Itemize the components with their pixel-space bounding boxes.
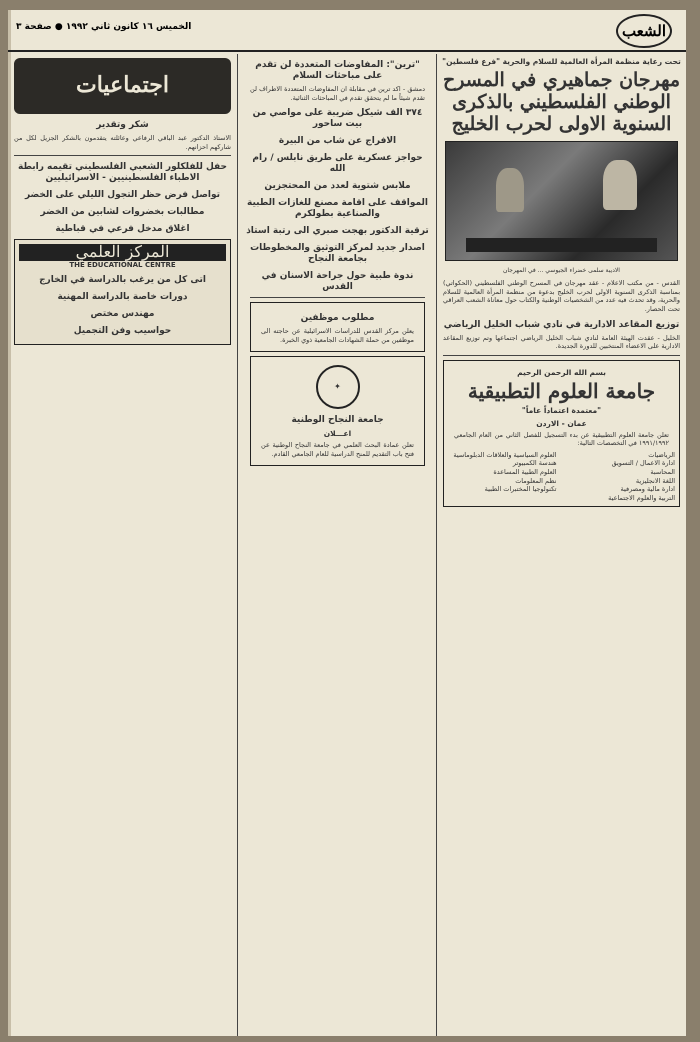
- major-item: هندسة الكمبيوتر: [512, 459, 557, 468]
- lead-kicker: تحت رعاية منظمة المرأة العالمية للسلام والحرية "فرع فلسطين": [442, 57, 681, 66]
- jobs-title: مطلوب موظفين: [300, 313, 375, 324]
- major-item: العلوم السياسية والعلاقات الدبلوماسية: [453, 450, 557, 459]
- najah-ad: [250, 356, 425, 466]
- checkpoints-headline: حواجز عسكرية على طريق نابلس / رام الله: [252, 153, 423, 175]
- major-item: تكنولوجيا المختبرات الطبية: [484, 485, 557, 494]
- trin-headline: "ترين": المفاوضات المتعددة لن تقدم على مباحثات السلام: [255, 60, 420, 81]
- najah-seal-icon: ✦: [316, 365, 360, 409]
- newspaper-logo: الشعب: [616, 14, 672, 48]
- lead-photo: [445, 141, 678, 261]
- basmala: بسم الله الرحمن الرحيم: [517, 367, 606, 377]
- qabatiya-headline: اغلاق مدخل فرعي في قباطية: [55, 224, 190, 235]
- divider: [443, 355, 680, 356]
- lead-subhead-body: الخليل - عقدت الهيئة العامة لنادي شباب الخليل الرياضي اجتماعها وتم توزيع المقاعد الادارية على الاعضاء المنتخبين للدورة الجديدة.: [443, 333, 680, 351]
- factory-headline: المواقف على اقامة مصنع للغازات الطبية والصناعية بطولكرم: [247, 198, 428, 220]
- photo-caption: الاديبة سلمى خضراء الجيوسي ... في المهرجان: [503, 266, 620, 274]
- lead-headline: مهرجان جماهيري في المسرح الوطني الفلسطيني بالذكرى السنوية الاولى لحرب الخليج: [442, 68, 681, 135]
- university-ad: [443, 360, 680, 508]
- tax-headline: ٣٧٤ الف شيكل ضريبة على مواصي من بيت ساحور: [252, 108, 423, 130]
- left-column: [8, 54, 238, 1036]
- najah-notice: اعـــلان: [323, 429, 352, 439]
- centre-line-4: حواسيب وفن التجميل: [73, 326, 172, 337]
- major-item: اللغة الانجليزية: [635, 476, 675, 485]
- newspaper-page: [8, 10, 686, 1036]
- middle-column: [244, 54, 431, 554]
- social-masthead: اجتماعيات: [14, 58, 231, 114]
- lead-subhead: توزيع المقاعد الادارية في نادي شباب الخليل الرياضي: [443, 319, 680, 330]
- university-title: جامعة العلوم التطبيقية: [467, 379, 656, 404]
- major-item: الرياضيات: [648, 450, 675, 459]
- major-item: التربية والعلوم الاجتماعية: [608, 493, 675, 502]
- university-subtitle: "معتمدة اعتماداً عاماً": [521, 406, 602, 416]
- jobs-ad: [250, 302, 425, 352]
- publication-headline: اصدار جديد لمركز التوثيق والمخطوطات بجامعة النجاح: [250, 243, 425, 265]
- divider: [250, 297, 425, 298]
- university-city: عمان - الاردن: [536, 418, 587, 428]
- folklore-headline: حفل للفلكلور الشعبي الفلسطيني تقيمه رابطة الاطباء الفلسطينيين - الاسرائيليين: [18, 162, 227, 184]
- major-item: نظم المعلومات: [515, 476, 557, 485]
- trin-body: دمشق - اكد ترين في مقابلة ان المفاوضات المتعددة الاطراف لن تقدم شيئاً ما لم يتحقق تقدم في المباحثات الثنائية.: [250, 85, 425, 102]
- release-headline: الافراج عن شاب من البيرة: [278, 136, 397, 147]
- major-item: ادارة مالية ومصرفية: [620, 485, 675, 494]
- masthead: [8, 10, 686, 52]
- photo-banner: [466, 238, 657, 252]
- najah-body: تعلن عمادة البحث العلمي في جامعة النجاح الوطنية عن فتح باب التقديم للمنح الدراسية للعام الجامعي القادم.: [261, 440, 414, 458]
- centre-line-1: اتى كل من يرغب بالدراسة في الخارج: [39, 275, 206, 286]
- najah-name: جامعة النجاح الوطنية: [291, 415, 384, 426]
- thanks-title: شكر وتقدير: [96, 120, 149, 130]
- clothes-headline: ملابس شتوية لعدد من المحتجزين: [264, 181, 411, 192]
- centre-line-3: مهندس مختص: [90, 309, 155, 320]
- centre-english-name: THE EDUCATIONAL CENTRE: [69, 260, 176, 269]
- promotion-headline: ترقية الدكتور بهجت صبري الى رتبة استاذ: [246, 226, 429, 237]
- khader-headline: مطالبات بخضروات لشابين من الخضر: [40, 207, 205, 218]
- dateline: الخميس ١٦ كانون ثاني ١٩٩٢ ● صفحة ٣: [16, 22, 192, 32]
- major-item: المحاسبة: [650, 467, 675, 476]
- divider: [14, 155, 231, 156]
- majors-list: [448, 451, 675, 503]
- curfew-headline: تواصل فرض حظر التجول الليلي على الخضر: [24, 190, 221, 201]
- educational-centre-ad: [14, 239, 231, 345]
- dental-headline: ندوة طبية حول جراحة الاسنان في القدس: [261, 271, 414, 293]
- major-item: العلوم الطبية المساعدة: [493, 467, 557, 476]
- thanks-body: الاستاذ الدكتور عبد الباقي الرفاعي وعائلته يتقدمون بالشكر الجزيل لكل من شاركهم احزانهم.: [14, 134, 231, 151]
- major-item: ادارة الاعمال / التسويق: [611, 459, 675, 468]
- centre-logo: المركز العلمي: [19, 244, 226, 261]
- jobs-body: يعلن مركز القدس للدراسات الاسرائيلية عن حاجته الى موظفين من حملة الشهادات الجامعية ذوي الخبرة.: [261, 327, 414, 344]
- right-column: [436, 54, 686, 1036]
- photo-speaker-figure: [603, 160, 637, 210]
- photo-man-figure: [496, 168, 524, 212]
- lead-body: القدس - من مكتب الاعلام - عقد مهرجان في المسرح الوطني الفلسطيني (الحكواتي) بمناسبة الذكرى السنوية الاولى لحرب الخليج بدعوة من منظمة المرأة العالمية للسلام والحرية، وقد تحدث فيه عدد من الشخصيات الوطنية والكتاب حول معاناة الشعب العراقي تحت الحصار.: [443, 279, 680, 313]
- university-body: تعلن جامعة العلوم التطبيقية عن بدء التسجيل للفصل الثاني من العام الجامعي ١٩٩١/١٩٩٢ في التخصصات التالية:: [454, 430, 669, 448]
- centre-line-2: دورات خاصة بالدراسة المهنية: [57, 292, 188, 303]
